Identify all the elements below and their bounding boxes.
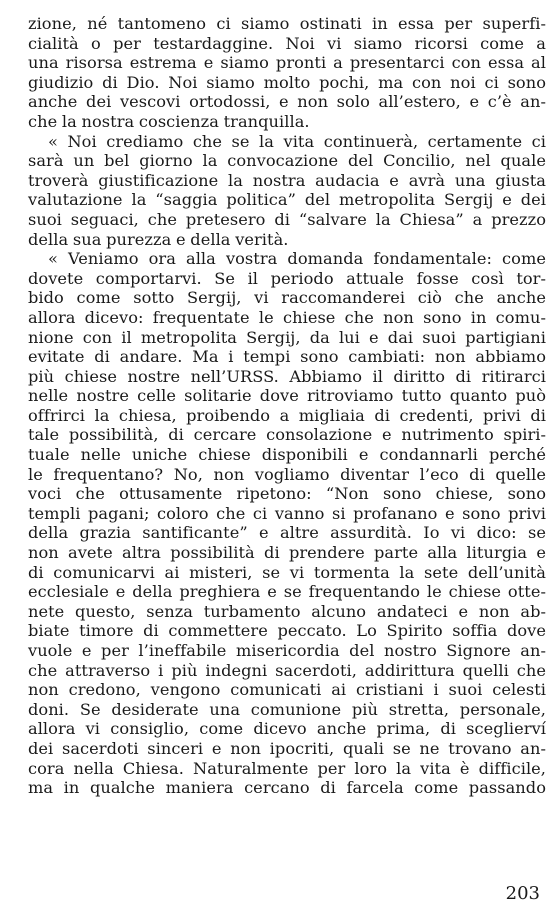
text-line: che la nostra coscienza tranquilla. <box>28 111 310 131</box>
text-line: non credono, vengono comunicati ai cristiani i suoi celesti <box>28 680 546 700</box>
text-line: nelle nostre celle solitarie dove ritroviamo tutto quanto può <box>28 386 546 406</box>
text-line: sarà un bel giorno la convocazione del Concilio, nel quale <box>28 151 546 171</box>
text-line: più chiese nostre nell’URSS. Abbiamo il diritto di ritirarci <box>28 366 546 386</box>
text-line: biate timore di commettere peccato. Lo Spirito soffia dove <box>28 621 546 641</box>
text-line: cialità o per testardaggine. Noi vi siamo ricorsi come a <box>28 33 546 53</box>
text-line: doni. Se desiderate una comunione più stretta, personale, <box>28 699 546 719</box>
text-line: una risorsa estrema e siamo pronti a presentarci con essa al <box>28 53 546 73</box>
text-line: ma in qualche maniera cercano di farcela come passando <box>28 778 546 798</box>
text-line: dovete comportarvi. Se il periodo attuale fosse così tor- <box>28 268 546 288</box>
text-line: le frequentano? No, non vogliamo diventar l’eco di quelle <box>28 464 546 484</box>
text-line: voci che ottusamente ripetono: “Non sono chiese, sono <box>28 484 546 504</box>
text-line: evitate di andare. Ma i tempi sono cambiati: non abbiamo <box>28 347 546 367</box>
text-line: allora dicevo: frequentate le chiese che non sono in comu- <box>28 307 546 327</box>
text-line: dei sacerdoti sinceri e non ipocriti, quali se ne trovano an- <box>28 738 546 758</box>
text-line: nione con il metropolita Sergij, da lui e dai suoi partigiani <box>28 327 546 347</box>
text-line: cora nella Chiesa. Naturalmente per loro la vita è difficile, <box>28 758 546 778</box>
text-line: suoi seguaci, che pretesero di “salvare la Chiesa” a prezzo <box>28 209 546 229</box>
text-line: ecclesiale e della preghiera e se frequentando le chiese otte- <box>28 582 546 602</box>
text-line: nete questo, senza turbamento alcuno andateci e non ab- <box>28 601 546 621</box>
text-line: della sua purezza e della verità. <box>28 229 289 249</box>
text-line: della grazia santificante” e altre assurdità. Io vi dico: se <box>28 523 546 543</box>
text-line: tale possibilità, di cercare consolazione e nutrimento spiri- <box>28 425 546 445</box>
book-page-text <box>28 14 546 798</box>
text-line: zione, né tantomeno ci siamo ostinati in essa per superfi- <box>28 14 546 33</box>
text-line: vuole e per l’ineffabile misericordia del nostro Signore an- <box>28 641 546 660</box>
text-line: troverà giustificazione la nostra audacia e avrà una giusta <box>28 170 546 190</box>
text-line: « Veniamo ora alla vostra domanda fondamentale: come <box>48 249 546 269</box>
text-line: di comunicarvi ai misteri, se vi tormenta la sete dell’unità <box>28 562 546 582</box>
text-line: offrirci la chiesa, proibendo a migliaia di credenti, privi di <box>28 405 546 425</box>
page-number: 203 <box>505 883 540 904</box>
text-line: « Noi crediamo che se la vita continuerà, certamente ci <box>48 131 546 151</box>
text-line: bido come sotto Sergij, vi raccomanderei ciò che anche <box>28 288 546 308</box>
text-line: che attraverso i più indegni sacerdoti, addirittura quelli che <box>28 660 546 680</box>
text-line: giudizio di Dio. Noi siamo molto pochi, ma con noi ci sono <box>28 72 546 92</box>
text-line: non avete altra possibilità di prendere parte alla liturgia e <box>28 543 546 563</box>
text-line: allora vi consiglio, come dicevo anche prima, di sceglierví <box>28 719 546 739</box>
text-line: anche dei vescovi ortodossi, e non solo all’estero, e c’è an- <box>28 92 546 112</box>
text-line: valutazione la “saggia politica” del metropolita Sergij e dei <box>28 190 546 210</box>
text-line: templi pagani; coloro che ci vanno si profanano e sono privi <box>28 503 546 523</box>
text-line: tuale nelle uniche chiese disponibili e condannarli perché <box>28 445 546 465</box>
